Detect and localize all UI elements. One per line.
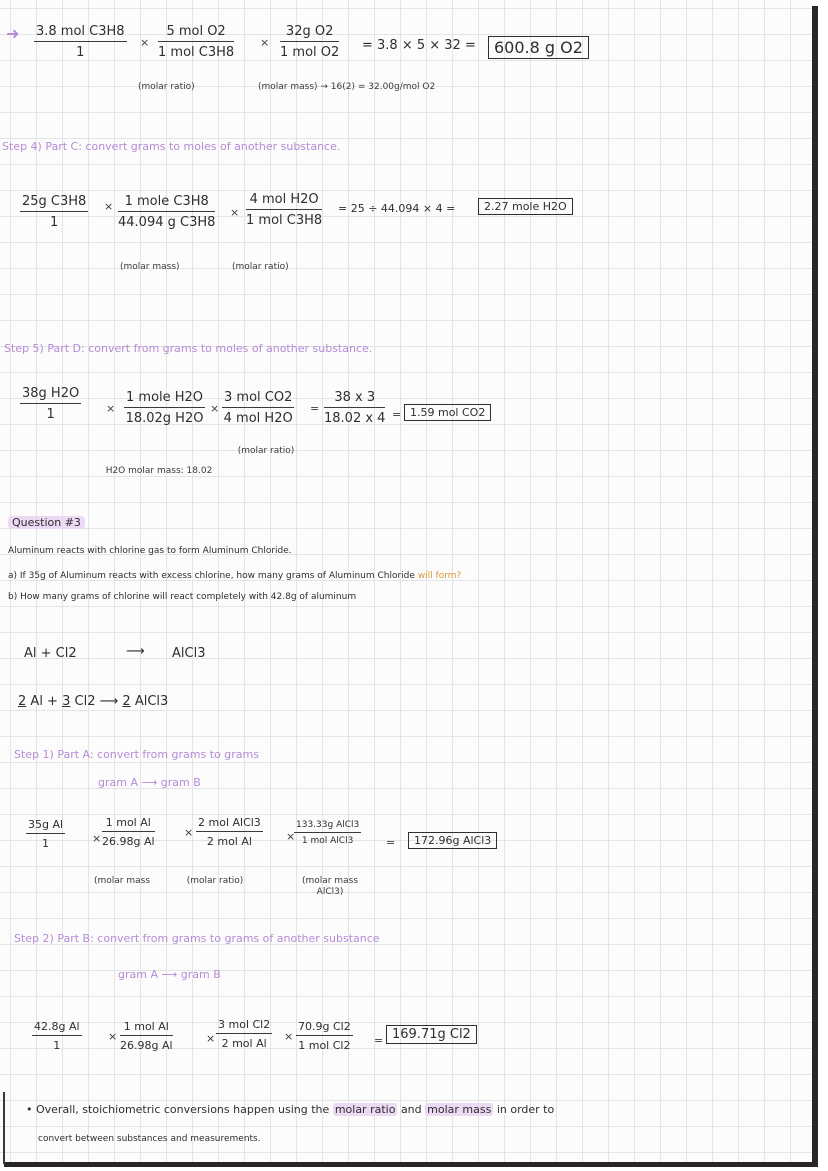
page-edge-left xyxy=(3,1092,5,1164)
multiply-sign: × xyxy=(286,830,296,843)
question-label: Question #3 xyxy=(8,516,85,529)
multiply-sign: × xyxy=(106,402,116,415)
annotation-note: (molar mass) → 16(2) = 32.00g/mol O2 xyxy=(258,82,436,92)
multiply-sign: × xyxy=(184,826,194,839)
step-heading: Step 2) Part B: convert from grams to grams of another substance xyxy=(14,932,380,945)
question-part-a: a) If 35g of Aluminum reacts with excess chlorine, how many grams of Aluminum Chloride will form? xyxy=(8,571,462,581)
summary-line-1: • Overall, stoichiometric conversions happen using the molar ratio and molar mass in order to xyxy=(26,1103,555,1116)
equation-unbalanced-right: AlCl3 xyxy=(172,646,206,661)
reaction-arrow-icon: ⟶ xyxy=(126,644,145,659)
fraction-term: 3 mol CO2 4 mol H2O xyxy=(223,390,293,426)
step-heading: Step 1) Part A: convert from grams to grams xyxy=(14,748,259,761)
fraction-term: 3 mol Cl2 2 mol Al xyxy=(218,1018,271,1050)
question-intro: Aluminum reacts with chlorine gas to form Aluminum Chloride. xyxy=(8,546,292,556)
fraction-term: 2 mol AlCl3 2 mol Al xyxy=(198,816,261,848)
fraction-term: $\frac{38 x 3}{18.02 x 4}$ xyxy=(324,390,386,426)
page-edge-right xyxy=(812,6,818,1167)
answer-box: 1.59 mol CO2 xyxy=(404,404,491,421)
multiply-sign: × xyxy=(104,200,114,213)
answer-box: 169.71g Cl2 xyxy=(386,1025,477,1044)
multiply-sign: × xyxy=(210,402,220,415)
annotation-note: (molar ratio) xyxy=(232,262,289,272)
annotation-note: H2O molar mass: 18.02 xyxy=(105,466,213,476)
annotation-note: (molar ratio) xyxy=(186,876,244,886)
fraction-term: 1 mol Al 26.98g Al xyxy=(120,1020,173,1052)
step-heading: Step 5) Part D: convert from grams to moles of another substance. xyxy=(4,342,373,355)
fraction-term: 1 mole C3H8 44.094 g C3H8 xyxy=(118,194,216,230)
arrow-icon: ⟶ xyxy=(161,968,181,981)
right-arrow-icon: ➜ xyxy=(6,24,20,43)
equals-sign: = xyxy=(374,1034,384,1047)
equals-sign: = xyxy=(392,408,402,421)
fraction-term: $\frac{\text{42.8g Al}}{1}$ xyxy=(34,1020,80,1052)
summary-line-2: convert between substances and measurements. xyxy=(38,1134,261,1144)
fraction-term: 1 mol Al 26.98g Al xyxy=(102,816,155,848)
fraction-term: $\frac{\text{38g H2O}}{1}$ xyxy=(22,386,80,422)
bullet-icon: • xyxy=(26,1103,33,1116)
fraction-term: 5 mol O2 1 mol C3H8 xyxy=(158,24,235,60)
fraction-term: 1 mole H2O 18.02g H2O xyxy=(125,390,204,426)
multiply-sign: × xyxy=(230,206,240,219)
annotation-note: (molar mass xyxy=(94,876,151,886)
answer-box: 172.96g AlCl3 xyxy=(408,832,497,849)
multiply-sign: × xyxy=(284,1030,294,1043)
fraction-term: 4 mol H2O 1 mol C3H8 xyxy=(246,192,323,228)
fraction-term: 32g O2 1 mol O2 xyxy=(280,24,340,60)
multiply-sign: × xyxy=(260,36,270,49)
page-edge-bottom xyxy=(4,1162,818,1167)
equals-sign: = xyxy=(386,836,396,849)
reaction-arrow-icon: ⟶ xyxy=(99,694,119,709)
equals-sign: = xyxy=(310,402,320,415)
fraction-term: $\frac{\text{35g Al}}{1}$ xyxy=(28,818,64,850)
multiply-sign: × xyxy=(140,36,150,49)
step-subheading: gram A ⟶ gram B xyxy=(118,968,221,981)
calculation-text: = 25 ÷ 44.094 × 4 = xyxy=(338,202,456,215)
equation-unbalanced-left: Al + Cl2 xyxy=(24,646,77,661)
annotation-note: (molar ratio) xyxy=(138,82,195,92)
answer-box: 600.8 g O2 xyxy=(488,36,589,59)
fraction-term: 70.9g Cl2 1 mol Cl2 xyxy=(298,1020,351,1052)
annotation-note: (molar mass AlCl3) xyxy=(301,876,359,897)
step-subheading: gram A ⟶ gram B xyxy=(98,776,201,789)
fraction-term: 3.8 mol C3H8 1 xyxy=(36,24,125,60)
fraction-term: $\frac{\text{25g C3H8}}{1}$ xyxy=(22,194,87,230)
multiply-sign: × xyxy=(92,832,102,845)
fraction-term: 133.33g AlCl3 1 mol AlCl3 xyxy=(296,820,360,846)
calculation-text: = 3.8 × 5 × 32 = xyxy=(362,38,476,53)
step-heading: Step 4) Part C: convert grams to moles of another substance. xyxy=(2,140,341,153)
multiply-sign: × xyxy=(206,1032,216,1045)
multiply-sign: × xyxy=(108,1030,118,1043)
annotation-note: (molar ratio) xyxy=(237,446,295,456)
arrow-icon: ⟶ xyxy=(141,776,161,789)
equation-balanced: 2 Al + 3 Cl2 ⟶ 2 AlCl3 xyxy=(18,694,169,709)
answer-box: 2.27 mole H2O xyxy=(478,198,573,215)
question-part-b: b) How many grams of chlorine will react completely with 42.8g of aluminum xyxy=(8,592,357,602)
annotation-note: (molar mass) xyxy=(120,262,180,272)
